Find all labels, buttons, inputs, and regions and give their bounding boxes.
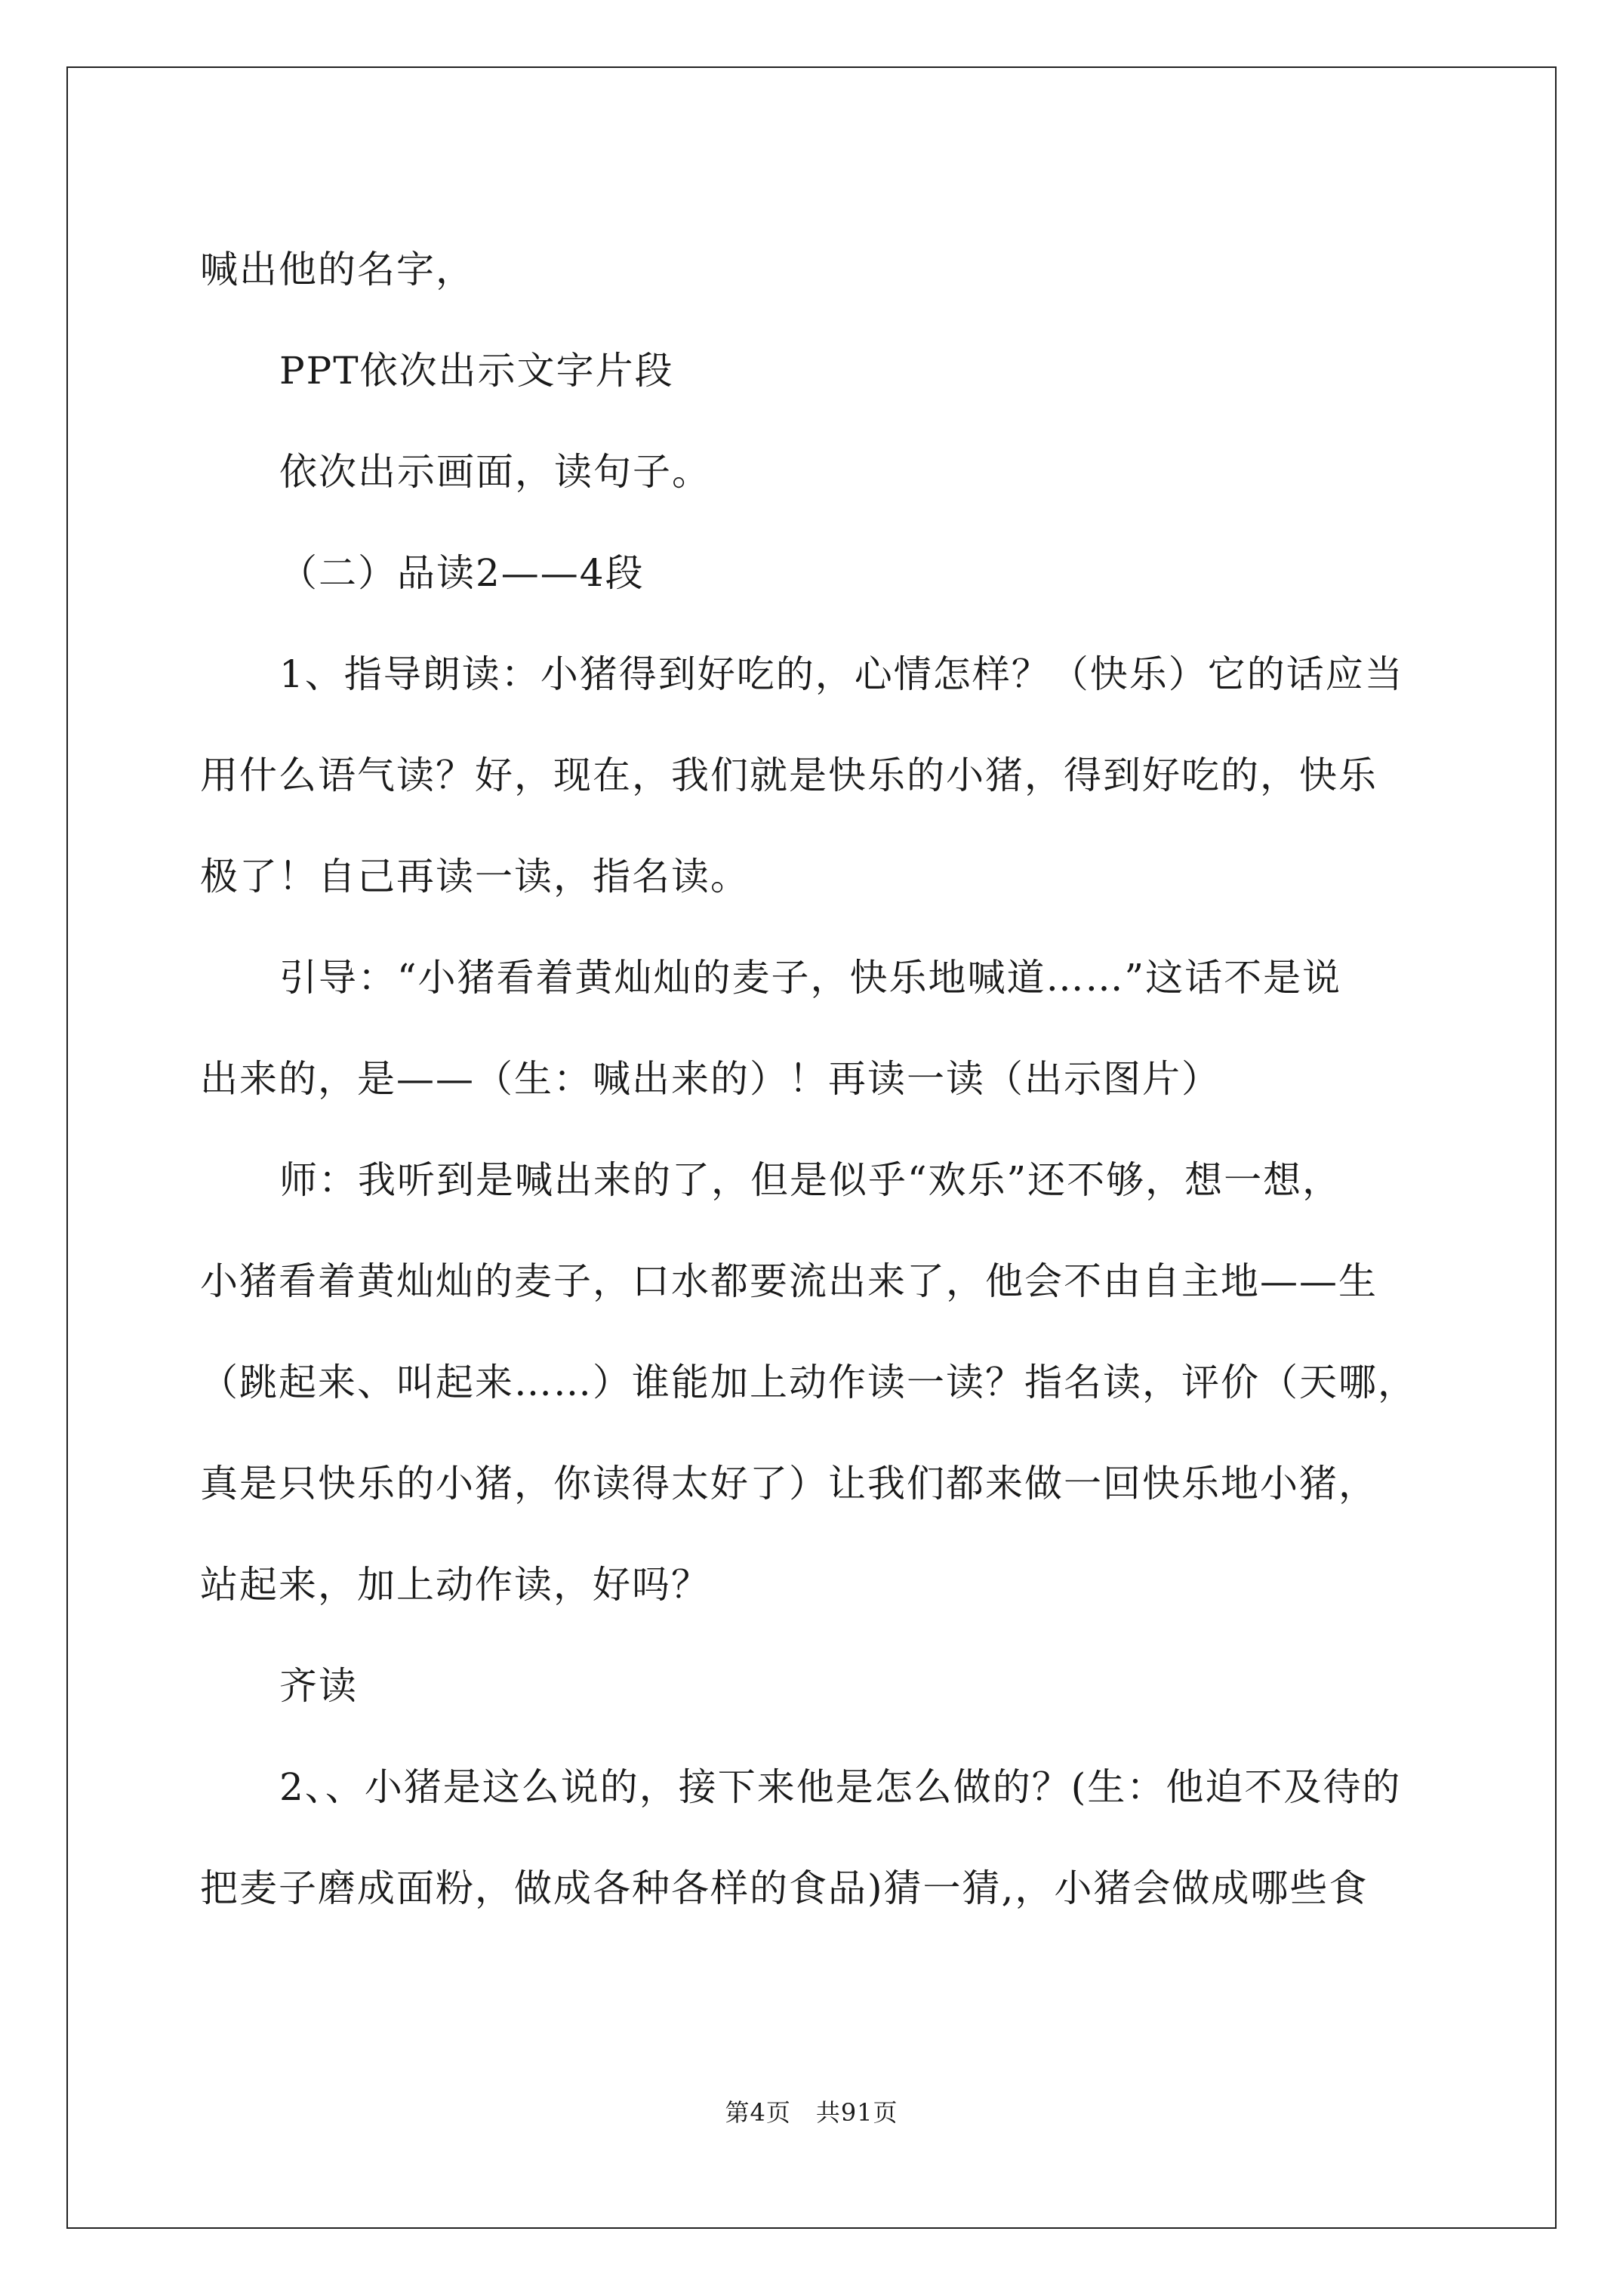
text-line: 小猪看着黄灿灿的麦子，口水都要流出来了，他会不由自主地——生 bbox=[200, 1259, 1378, 1303]
section-heading: （二）品读2——4段 bbox=[279, 551, 645, 595]
text-line: 引导：“小猪看着黄灿灿的麦子，快乐地喊道……”这话不是说 bbox=[279, 956, 1342, 1000]
text-line: 用什么语气读？好，现在，我们就是快乐的小猪，得到好吃的，快乐 bbox=[200, 754, 1378, 797]
text-line: 2、、小猪是这么说的，接下来他是怎么做的？(生：他迫不及待的 bbox=[279, 1765, 1402, 1809]
text-line: 出来的，是——（生：喊出来的）！再读一读（出示图片） bbox=[200, 1057, 1221, 1101]
text-line: 依次出示画面，读句子。 bbox=[279, 450, 711, 494]
text-line: （跳起来、叫起来……）谁能加上动作读一读？指名读，评价（天哪， bbox=[200, 1361, 1417, 1404]
text-line: 把麦子磨成面粉，做成各种各样的食品)猜一猜,，小猪会做成哪些食 bbox=[200, 1866, 1369, 1910]
text-line: PPT依次出示文字片段 bbox=[279, 349, 674, 393]
page-number-footer: 第4页 共91页 bbox=[725, 2098, 898, 2127]
text-line: 师：我听到是喊出来的了，但是似乎“欢乐”还不够，想一想， bbox=[279, 1158, 1342, 1202]
text-line: 真是只快乐的小猪，你读得太好了）让我们都来做一回快乐地小猪， bbox=[200, 1462, 1378, 1505]
text-line: 极了！自己再读一读，指名读。 bbox=[200, 855, 750, 898]
text-line: 齐读 bbox=[279, 1664, 358, 1708]
text-line: 站起来，加上动作读，好吗？ bbox=[200, 1563, 710, 1607]
document-body bbox=[200, 219, 1453, 1939]
text-line: 1、指导朗读：小猪得到好吃的，心情怎样？（快乐）它的话应当 bbox=[279, 652, 1404, 696]
text-line: 喊出他的名字， bbox=[200, 248, 475, 291]
